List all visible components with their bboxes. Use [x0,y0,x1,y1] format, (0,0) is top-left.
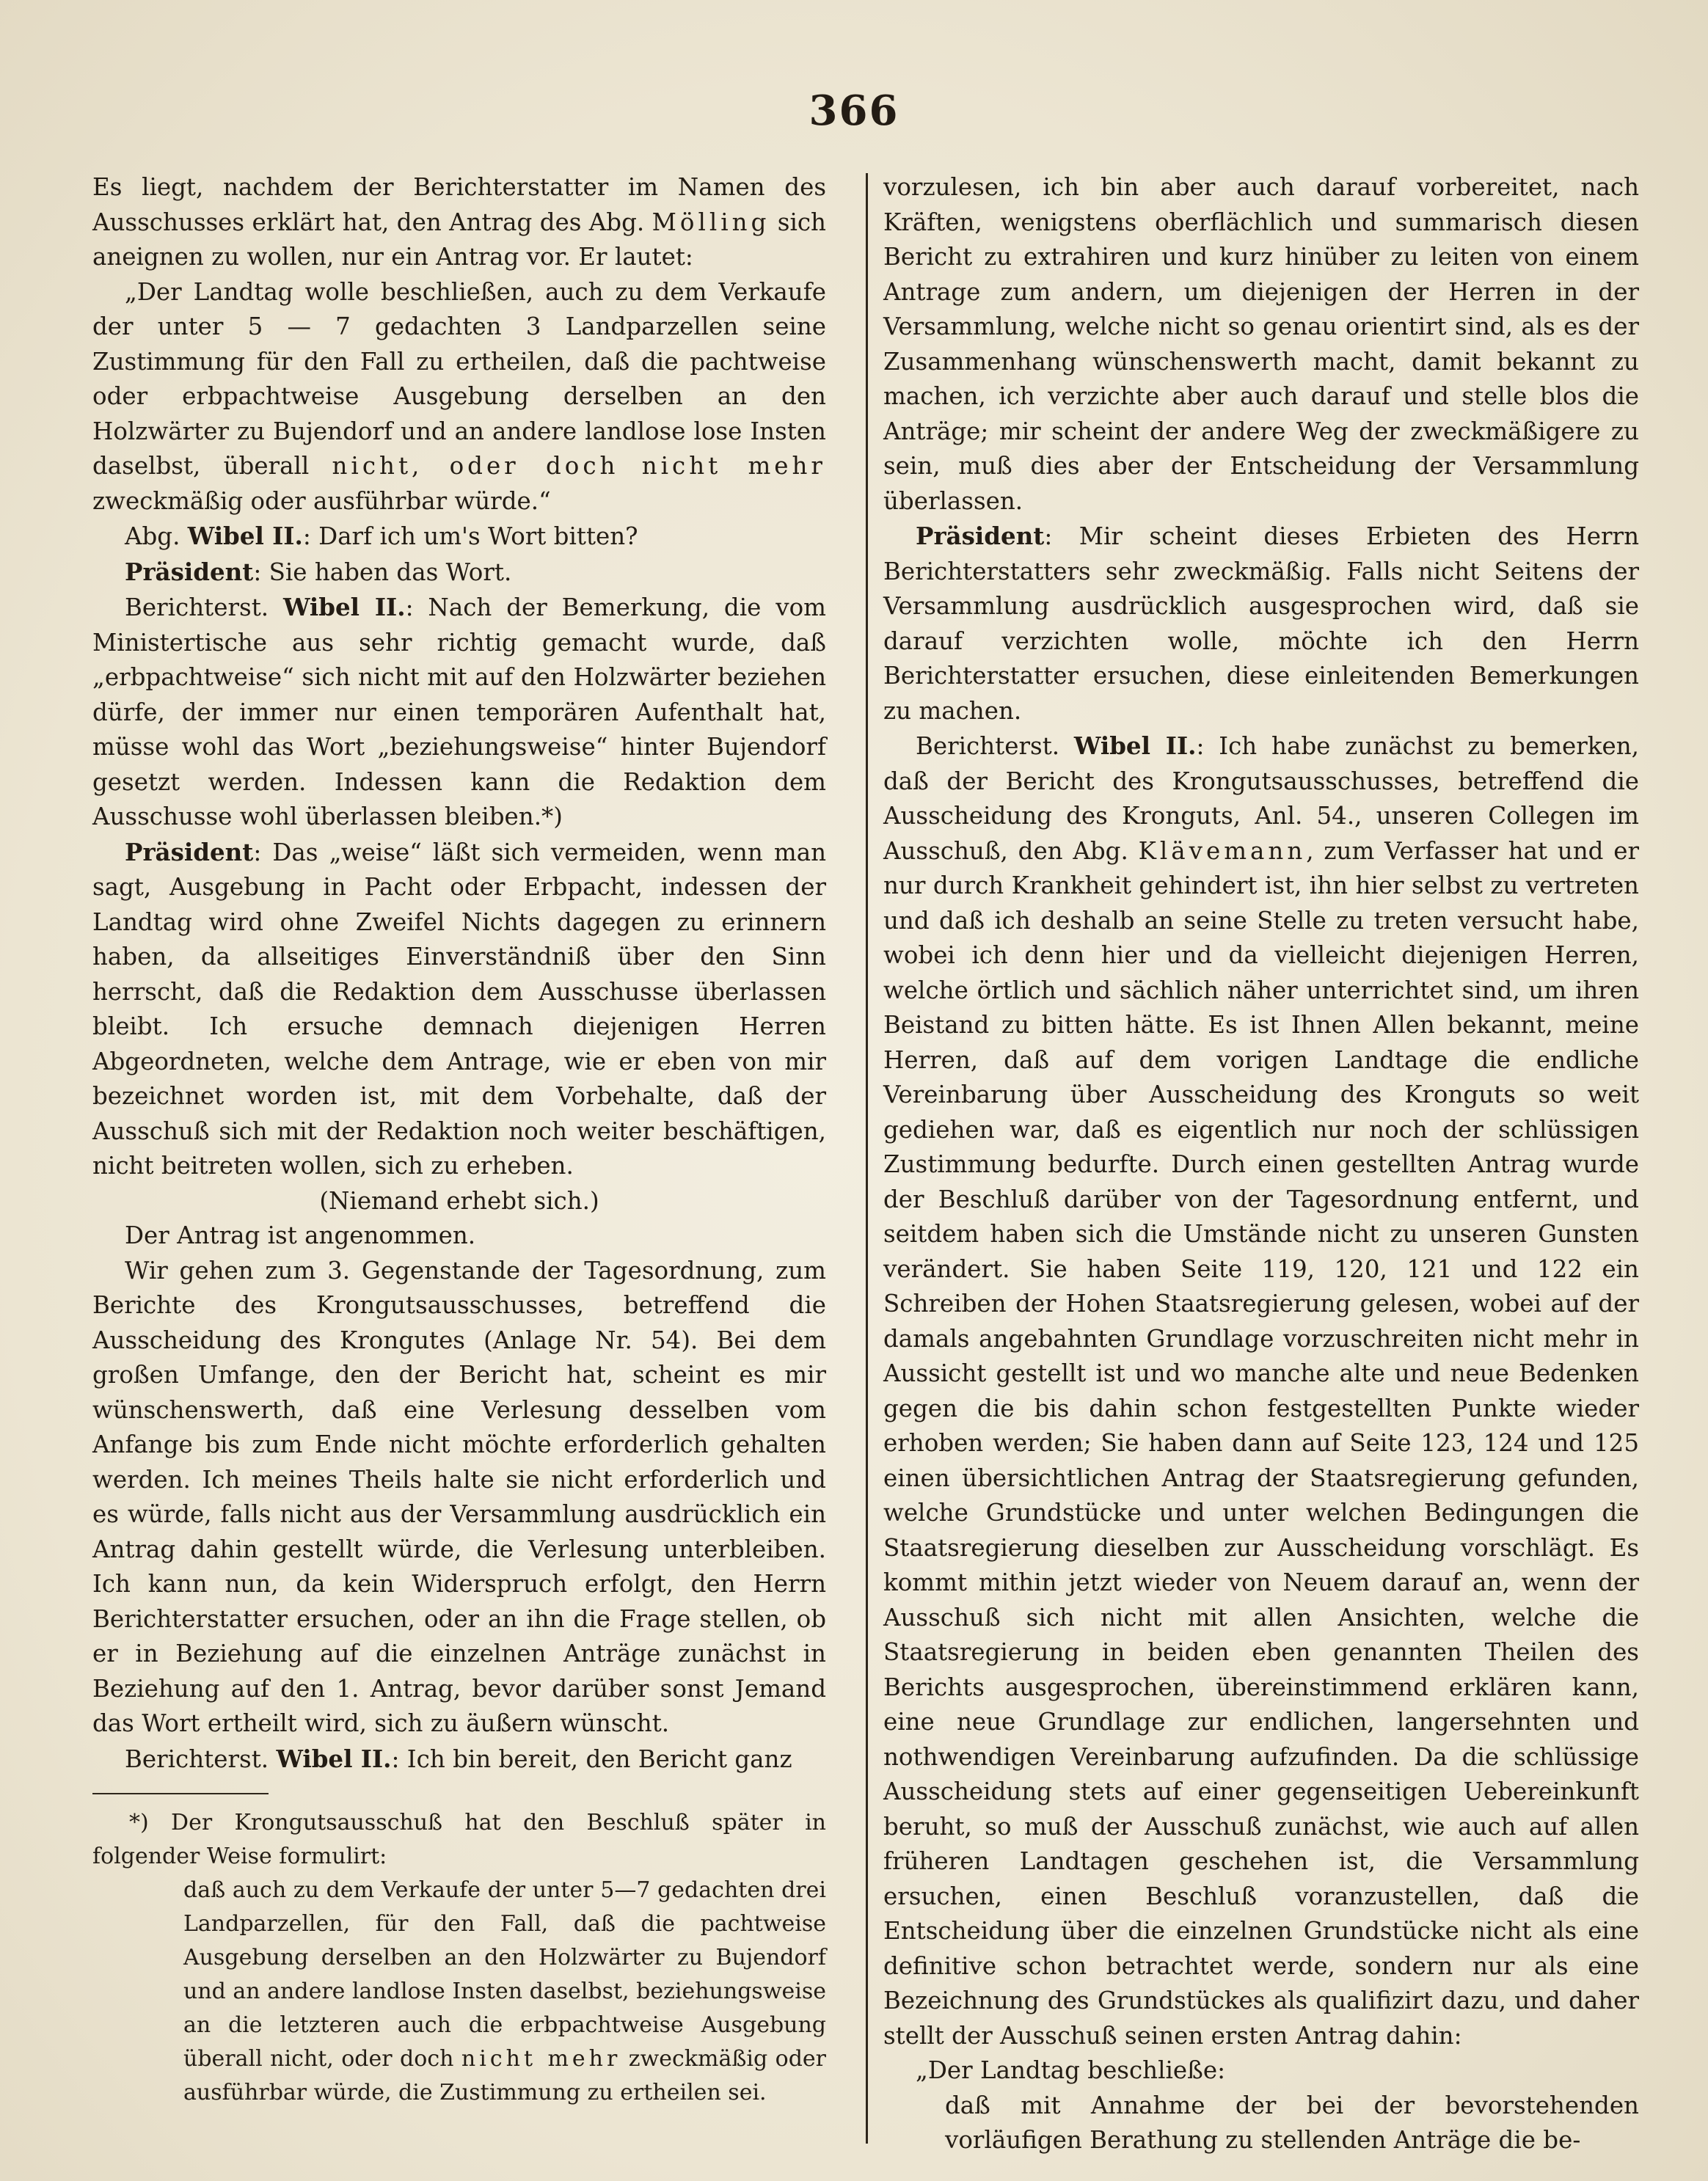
paragraph-accepted: Der Antrag ist angenommen. [125,1221,476,1249]
speech-wibel-1: Abg. Wibel II.: Darf ich um's Wort bitten? [125,522,638,550]
speaker-name: Mölling [652,208,770,236]
right-column [883,170,1639,2158]
speech-wibel-2: Berichterst. Wibel II.: Nach der Bemerkung, die vom Ministertische aus sehr richtig gemacht wurde, daß „erbpachtweise“ sich nicht mit auf den Holzwärter beziehen dürfe, der immer nur einen temporären Aufenthalt hat, müsse wohl das Wort „beziehungsweise“ hinter Bujendorf gesetzt werden. Indessen kann die Redaktion dem Ausschusse wohl überlassen bleiben.*) [92,593,826,830]
quote-body: daß mit Annahme der bei der bevorstehenden vorläufigen Berathung zu stellenden Anträge die be- [945,2091,1639,2154]
speaker-name: Klävemann [1138,836,1307,865]
speech-president-3: Präsident: Mir scheint dieses Erbieten des Herrn Berichterstatters sehr zweckmäßig. Falls nicht Seitens der Versammlung ausdrücklich ausgesprochen wird, daß sie darauf verzichten wolle, möchte ich den Herrn Berichterstatter ersuchen, diese einleitenden Bemerkungen zu machen. [883,522,1639,725]
speaker-name: Wibel II. [187,522,303,550]
speaker-name: Wibel II. [276,1744,392,1773]
footnote-intro: *) Der Krongutsausschuß hat den Beschluß später in folgender Weise formulirt: [92,1810,826,1869]
quote-open: „Der Landtag beschließe: [916,2056,1226,2084]
page-number: 366 [809,87,899,135]
quote-motion: „Der Landtag wolle beschließen, auch zu dem Verkaufe der unter 5 — 7 gedachten 3 Landparzellen seine Zustimmung für den Fall zu ertheilen, daß die pachtweise oder erbpachtweise Ausgebung derselben an den Holzwärter zu Bujendorf und an andere landlose lose Insten daselbst, überall nicht, oder doch nicht mehr zweckmäßig oder ausführbar würde.“ [92,277,826,515]
paragraph-continuation: vorzulesen, ich bin aber auch darauf vorbereitet, nach Kräften, wenigstens oberflächlich und summarisch diesen Bericht zu extrahiren und kurz hinüber zu leiten von einem Antrage zum andern, um diejenigen der Herren in der Versammlung, welche nicht so genau orientirt sind, als es der Zusammenhang wünschenswerth macht, damit bekannt zu machen, ich verzichte aber auch darauf und stelle blos die Anträge; mir scheint der andere Weg der zweckmäßigere zu sein, muß dies aber der Entscheidung der Versammlung überlassen. [883,173,1639,515]
speaker-name: Präsident [125,837,254,866]
footnote-body: daß auch zu dem Verkaufe der unter 5—7 gedachten drei Landparzellen, für den Fall, daß die pachtweise Ausgebung derselben an den Holzwärter zu Bujendorf und an andere landlose Insten daselbst, beziehungsweise an die letzteren auch die erbpachtweise Ausgebung überall nicht, oder doch nicht mehr zweckmäßig oder ausführbar würde, die Zustimmung zu ertheilen sei. [183,1877,827,2105]
left-column [92,170,826,2110]
stage-note: (Niemand erhebt sich.) [319,1186,599,1215]
speech-wibel-4: Berichterst. Wibel II.: Ich habe zunächst zu bemerken, daß der Bericht des Krongutsausschusses, betreffend die Ausscheidung des Kronguts, Anl. 54., unseren Collegen im Ausschuß, den Abg. Klävemann, zum Verfasser hat und er nur durch Krankheit gehindert ist, ihn hier selbst zu vertreten und daß ich deshalb an seine Stelle zu treten versucht habe, wobei ich denn hier und da vielleicht diejenigen Herren, welche örtlich und sächlich näher unterrichtet sind, um ihren Beistand zu bitten hätte. Es ist Ihnen Allen bekannt, meine Herren, daß auf dem vorigen Landtage die endliche Vereinbarung über Ausscheidung des Kronguts so weit gediehen war, daß es eigentlich nur noch der schlüssigen Zustimmung bedurfte. Durch einen gestellten Antrag wurde der Beschluß darüber von der Tagesordnung entfernt, und seitdem haben sich die Umstände nicht zu unseren Gunsten verändert. Sie haben Seite 119, 120, 121 und 122 ein Schreiben der Hohen Staatsregierung gelesen, wobei auf der damals angebahnten Grundlage vorzuschreiten nicht mehr in Aussicht gestellt ist und wo manche alte und neue Bedenken gegen die bis dahin schon festgestellten Punkte wieder erhoben werden; Sie haben dann auf Seite 123, 124 und 125 einen übersichtlichen Antrag der Staatsregierung gefunden, welche Grundstücke und unter welchen Bedingungen die Staatsregierung dieselben zur Ausscheidung vorschlägt. Es kommt mithin jetzt wieder von Neuem darauf an, wenn der Ausschuß sich nicht mit allen Ansichten, welche die Staatsregierung in beiden eben genannten Theilen des Berichts ausgesprochen, übereinstimmend erklären kann, eine neue Grundlage zur endlichen, langersehnten und nothwendigen Vereinbarung aufzufinden. Da die schlüssige Ausscheidung stets auf einer gegenseitigen Uebereinkunft beruht, so muß der Ausschuß zunächst, wie auch auf allen früheren Landtagen geschehen ist, die Versammlung ersuchen, einen Beschluß voranzustellen, daß die Entscheidung über die einzelnen Grundstücke nicht als eine definitive schon betrachtet werde, sondern nur als eine Bezeichnung des Grundstückes als qualifizirt dazu, und daher stellt der Ausschuß seinen ersten Antrag dahin: [883,731,1639,2050]
paragraph-intro: Es liegt, nachdem der Berichterstatter im Namen des Ausschusses erklärt hat, den Antrag des Abg. Mölling sich aneignen zu wollen, nur ein Antrag vor. Er lautet: [92,173,826,271]
speech-president-1: Präsident: Sie haben das Wort. [125,557,512,586]
speaker-name: Wibel II. [1073,731,1197,760]
footnote [92,1806,826,2110]
column-divider [866,173,868,2144]
footnote-rule [92,1793,269,1794]
paragraph-agenda: Wir gehen zum 3. Gegenstande der Tagesordnung, zum Berichte des Krongutsausschusses, betreffend die Ausscheidung des Krongutes (Anlage Nr. 54). Bei dem großen Umfange, den der Bericht hat, scheint es mir wünschenswerth, daß eine Verlesung desselben vom Anfange bis zum Ende nicht möchte erforderlich gehalten werden. Ich meines Theils halte sie nicht erforderlich und es würde, falls nicht aus der Versammlung ausdrücklich ein Antrag dahin gestellt würde, die Verlesung unterbleiben. Ich kann nun, da kein Widerspruch erfolgt, den Herrn Berichterstatter ersuchen, oder an ihn die Frage stellen, ob er in Beziehung auf die einzelnen Anträge zunächst in Beziehung auf den 1. Antrag, bevor darüber sonst Jemand das Wort ertheilt wird, sich zu äußern wünscht. [92,1256,826,1737]
speaker-name: Wibel II. [282,593,406,621]
speaker-name: Präsident [916,522,1045,550]
speech-wibel-3: Berichterst. Wibel II.: Ich bin bereit, den Bericht ganz [125,1744,792,1773]
speech-president-2: Präsident: Das „weise“ läßt sich vermeiden, wenn man sagt, Ausgebung in Pacht oder Erbpacht, indessen der Landtag wird ohne Zweifel Nichts dagegen zu erinnern haben, da allseitiges Einverständniß über den Sinn herrscht, daß die Redaktion dem Ausschusse überlassen bleibt. Ich ersuche demnach diejenigen Herren Abgeordneten, welche dem Antrage, wie er eben von mir bezeichnet worden ist, mit dem Vorbehalte, daß der Ausschuß sich mit der Redaktion noch weiter beschäftigen, nicht beitreten wollen, sich zu erheben. [92,837,826,1180]
speaker-name: Präsident [125,557,254,586]
